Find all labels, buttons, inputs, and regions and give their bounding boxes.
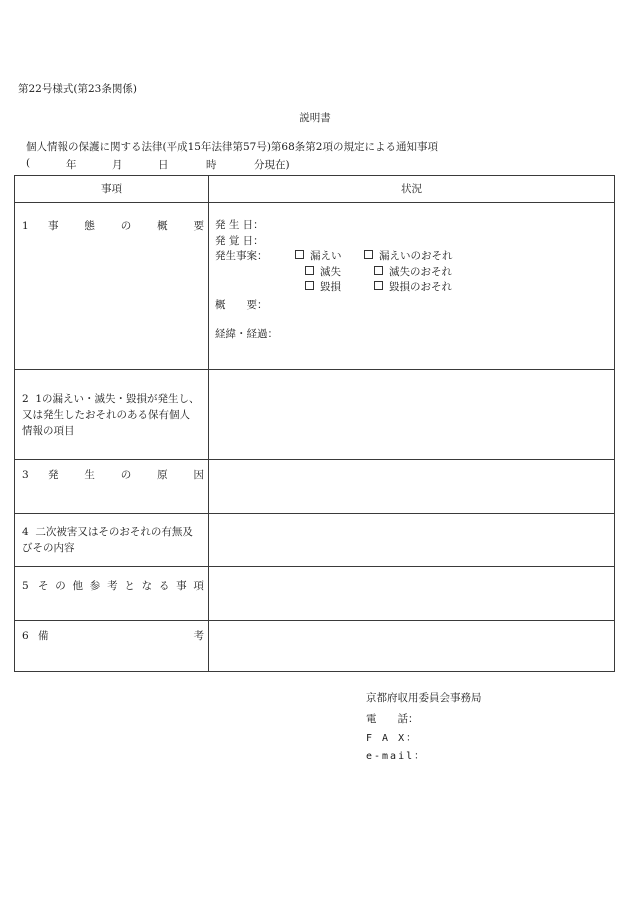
intro-statement: 個人情報の保護に関する法律(平成15年法律第57号)第68条第2項の規定による通知事項 xyxy=(26,141,438,153)
summary-label: 概 要： xyxy=(215,298,268,311)
checkbox-loss[interactable]: 滅失 xyxy=(305,265,374,281)
case-type-field xyxy=(215,249,453,265)
row-label-4 xyxy=(22,524,200,556)
row-number: 6 xyxy=(22,630,29,642)
row-label-1 xyxy=(22,218,204,234)
row-1-title: 事 態 の 概 要 xyxy=(48,220,204,232)
row-divider xyxy=(15,459,614,460)
row-2-title: 1の漏えい・滅失・毀損が発生し、又は発生したおそれのある保有個人情報の項目 xyxy=(22,393,200,437)
summary-field xyxy=(215,298,453,314)
row-5-title: そ の 他 参 考 と な る 事 項 xyxy=(38,580,204,592)
occurrence-date-field xyxy=(215,218,453,234)
notice-table xyxy=(14,175,615,672)
row-divider xyxy=(15,369,614,370)
row-label-3 xyxy=(22,467,204,483)
document-title: 説明書 xyxy=(299,112,331,124)
event-summary-details xyxy=(215,218,453,343)
row-divider xyxy=(15,202,614,203)
column-divider xyxy=(208,176,209,671)
checkbox-damage-risk[interactable]: 毀損のおそれ xyxy=(374,280,452,296)
date-month-label: 月 xyxy=(112,159,123,171)
row-number: 1 xyxy=(22,220,29,232)
row-divider xyxy=(15,620,614,621)
row-1-text xyxy=(22,218,204,234)
checkbox-icon xyxy=(374,266,383,275)
header-status: 状況 xyxy=(401,183,422,195)
checkbox-icon xyxy=(374,281,383,290)
row-number: 4 xyxy=(22,526,29,538)
row-label-5 xyxy=(22,578,204,594)
checkbox-icon xyxy=(295,250,304,259)
header-item: 事項 xyxy=(101,183,122,195)
row-3-title: 発 生 の 原 因 xyxy=(48,469,204,481)
row-6-text xyxy=(22,628,204,644)
history-label: 経緯・経過： xyxy=(215,328,278,340)
discovery-date-label: 発 覚 日： xyxy=(215,234,264,247)
phone-label: 電 話： xyxy=(366,713,419,725)
date-minute-label: 分現在) xyxy=(254,159,290,171)
case-type-row-3 xyxy=(215,280,453,296)
date-year-label: 年 xyxy=(66,159,77,171)
row-divider xyxy=(15,566,614,567)
checkbox-icon xyxy=(305,281,314,290)
row-label-6 xyxy=(22,628,204,644)
email-label: e-mail： xyxy=(366,751,427,762)
checkbox-damage[interactable]: 毀損 xyxy=(305,280,374,296)
discovery-date-field xyxy=(215,234,453,250)
occurrence-date-label: 発 生 日： xyxy=(215,219,264,231)
row-4-title: 二次被害又はそのおそれの有無及びその内容 xyxy=(22,526,193,554)
date-line xyxy=(26,157,290,172)
row-divider xyxy=(15,513,614,514)
row-3-text xyxy=(22,467,204,483)
history-field xyxy=(215,327,453,343)
case-type-row-2 xyxy=(215,265,453,281)
row-label-2 xyxy=(22,391,200,439)
checkbox-leak-risk[interactable]: 漏えいのおそれ xyxy=(364,249,453,265)
checkbox-icon xyxy=(364,250,373,259)
checkbox-loss-risk[interactable]: 滅失のおそれ xyxy=(374,265,452,281)
date-open-paren: ( xyxy=(26,157,31,169)
date-hour-label: 時 xyxy=(206,159,217,171)
checkbox-leak[interactable]: 漏えい xyxy=(295,249,364,265)
date-day-label: 日 xyxy=(158,159,169,171)
row-5-text xyxy=(22,578,204,594)
row-number: 3 xyxy=(22,469,29,481)
fax-label: F A X： xyxy=(366,733,419,744)
row-6-title: 備 考 xyxy=(38,630,204,642)
office-name: 京都府収用委員会事務局 xyxy=(366,692,482,704)
row-number: 5 xyxy=(22,580,29,592)
row-number: 2 xyxy=(22,393,29,405)
case-type-label: 発生事案： xyxy=(215,250,268,262)
checkbox-icon xyxy=(305,266,314,275)
form-number: 第22号様式(第23条関係) xyxy=(18,83,137,95)
